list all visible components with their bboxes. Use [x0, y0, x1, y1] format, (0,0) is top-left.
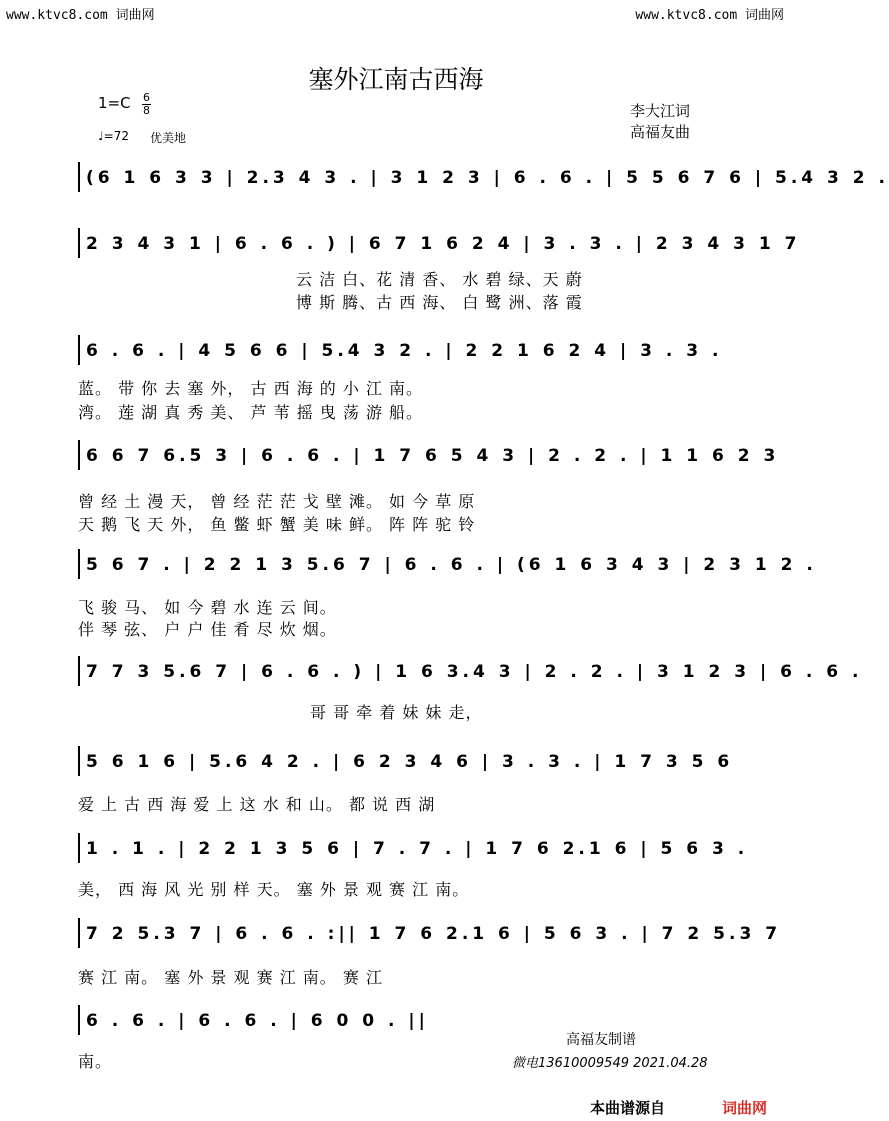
lyric-line-2: 伴 琴 弦、 户 户 佳 肴 尽 炊 烟。: [78, 620, 337, 639]
lyric-line-1: 南。: [78, 1052, 113, 1071]
expression-mark: 优美地: [150, 131, 187, 145]
lyric-line-2: 博 斯 腾、古 西 海、 白 鹭 洲、落 霞: [296, 293, 583, 312]
system-start-bar: [78, 918, 80, 948]
lyric-line-1: 美， 西 海 风 光 别 样 天。 塞 外 景 观 赛 江 南。: [78, 880, 470, 899]
system-start-bar: [78, 335, 80, 365]
notation-row: 2 3 4 3 1 | 6 . 6 . ) | 6 7 1 6 2 4 | 3 . 3 . | 2 3 4 3 1 7: [86, 234, 801, 254]
lyric-line-2: 天 鹅 飞 天 外， 鱼 鳖 虾 蟹 美 味 鲜。 阵 阵 驼 铃: [78, 515, 476, 534]
time-signature: [142, 92, 151, 117]
notation-row: 6 . 6 . | 4 5 6 6 | 5.4 3 2 . | 2 2 1 6 2 4 | 3 . 3 .: [86, 341, 723, 361]
time-signature-denominator: 8: [143, 104, 150, 117]
notation-row: 7 7 3 5.6 7 | 6 . 6 . ) | 1 6 3.4 3 | 2 . 2 . | 3 1 2 3 | 6 . 6 .: [86, 662, 863, 682]
system-start-bar: [78, 228, 80, 258]
notation-row: 1 . 1 . | 2 2 1 3 5 6 | 7 . 7 . | 1 7 6 2.1 6 | 5 6 3 .: [86, 839, 749, 859]
source-label: 本曲谱源自: [590, 1099, 666, 1117]
system-start-bar: [78, 162, 80, 192]
notation-maker: 高福友制谱: [566, 1032, 636, 1048]
notation-row: 5 6 7 . | 2 2 1 3 5.6 7 | 6 . 6 . | (6 1 6 3 4 3 | 2 3 1 2 .: [86, 555, 817, 575]
system-start-bar: [78, 656, 80, 686]
system-start-bar: [78, 833, 80, 863]
key-signature: 1=C: [98, 94, 131, 112]
lyric-line-1: 飞 骏 马、 如 今 碧 水 连 云 间。: [78, 598, 337, 617]
notation-row: 7 2 5.3 7 | 6 . 6 . :|| 1 7 6 2.1 6 | 5 6 3 . | 7 2 5.3 7: [86, 924, 782, 944]
lyric-line-1: 蓝。 带 你 去 塞 外， 古 西 海 的 小 江 南。: [78, 379, 424, 398]
song-title: 塞外江南古西海: [308, 65, 484, 94]
system-start-bar: [78, 746, 80, 776]
lyricist-credit: 李大江词: [630, 102, 691, 120]
tempo-mark: ♩=72: [98, 129, 129, 143]
lyric-line-1: 曾 经 土 漫 天， 曾 经 茫 茫 戈 壁 滩。 如 今 草 原: [78, 492, 476, 511]
lyric-line-1: 哥 哥 牵 着 妹 妹 走，: [310, 703, 483, 722]
lyric-line-2: 湾。 莲 湖 真 秀 美、 芦 苇 摇 曳 荡 游 船。: [78, 403, 424, 422]
notation-row: (6 1 6 3 3 | 2.3 4 3 . | 3 1 2 3 | 6 . 6 . | 5 5 6 7 6 | 5.4 3 2 .: [86, 168, 889, 188]
system-start-bar: [78, 1005, 80, 1035]
system-start-bar: [78, 440, 80, 470]
brand-logo[interactable]: 词曲网: [722, 1099, 768, 1117]
time-signature-numerator: 6: [143, 91, 150, 104]
lyric-line-1: 赛 江 南。 塞 外 景 观 赛 江 南。 赛 江: [78, 968, 383, 987]
composer-credit: 高福友曲: [630, 123, 691, 141]
notation-row: 6 . 6 . | 6 . 6 . | 6 0 0 . ||: [86, 1011, 429, 1031]
lyric-line-1: 爱 上 古 西 海 爱 上 这 水 和 山。 都 说 西 湖: [78, 795, 436, 814]
site-watermark-right: www.ktvc8.com 词曲网: [635, 8, 784, 23]
lyric-line-1: 云 洁 白、花 清 香、 水 碧 绿、天 蔚: [296, 270, 583, 289]
system-start-bar: [78, 549, 80, 579]
notation-row: 5 6 1 6 | 5.6 4 2 . | 6 2 3 4 6 | 3 . 3 . | 1 7 3 5 6: [86, 752, 734, 772]
site-watermark-left: www.ktvc8.com 词曲网: [6, 8, 155, 23]
notation-row: 6 6 7 6.5 3 | 6 . 6 . | 1 7 6 5 4 3 | 2 . 2 . | 1 1 6 2 3: [86, 446, 780, 466]
contact-date: 微电13610009549 2021.04.28: [512, 1056, 708, 1071]
